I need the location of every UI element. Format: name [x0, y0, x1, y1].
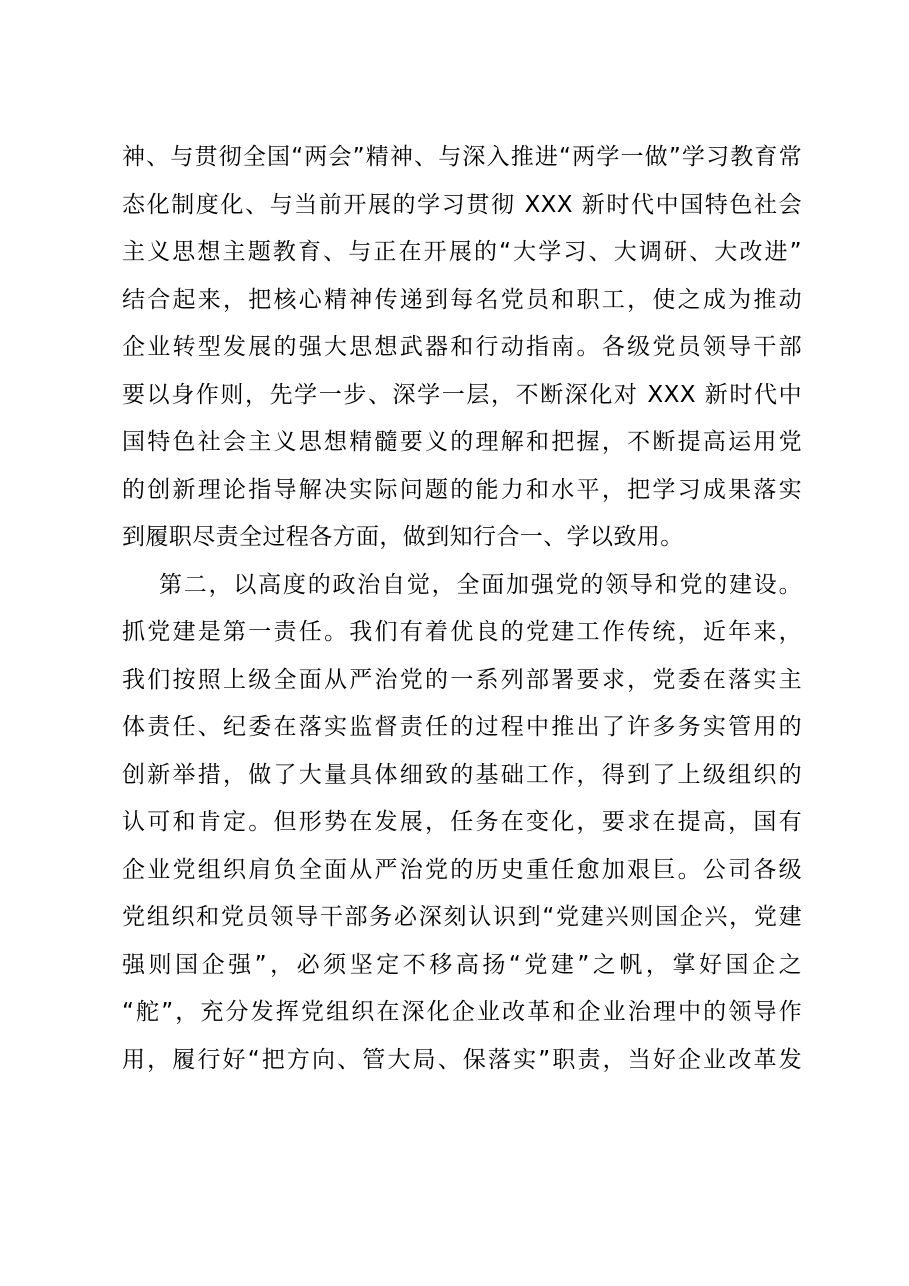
text-line: 我们按照上级全面从严治党的一系列部署要求，党委在落实主: [122, 666, 802, 693]
text-line: “舵”，充分发挥党组织在深化企业改革和企业治理中的领导作: [122, 999, 802, 1025]
text-line: 要以身作则，先学一步、深学一层，不断深化对 XXX 新时代中: [122, 381, 802, 408]
text-line: 体责任、纪委在落实监督责任的过程中推出了许多务实管用的: [122, 714, 802, 740]
text-line: 认可和肯定。但形势在发展，任务在变化，要求在提高，国有: [122, 809, 802, 835]
text-line: 党组织和党员领导干部务必深刻认识到“党建兴则国企兴，党建: [122, 904, 802, 930]
body-text: [122, 134, 802, 1084]
text-line: 第二，以高度的政治自觉，全面加强党的领导和党的建设。: [159, 571, 802, 598]
paragraph: [122, 562, 802, 1085]
text-line: 强则国企强”，必须坚定不移高扬“党建”之帆，掌好国企之: [122, 951, 802, 978]
text-line: 的创新理论指导解决实际问题的能力和水平，把学习成果落实: [122, 476, 802, 503]
text-line: 企业党组织肩负全面从严治党的历史重任愈加艰巨。公司各级: [122, 856, 802, 883]
paragraph: [122, 134, 802, 562]
text-line: 创新举措，做了大量具体细致的基础工作，得到了上级组织的: [122, 761, 802, 788]
text-line: 用，履行好“把方向、管大局、保落实”职责，当好企业改革发: [122, 1046, 802, 1073]
text-line: 主义思想主题教育、与正在开展的“大学习、大调研、大改进”: [122, 239, 802, 265]
text-line: 神、与贯彻全国“两会”精神、与深入推进“两学一做”学习教育常: [122, 144, 802, 170]
text-line: 到履职尽责全过程各方面，做到知行合一、学以致用。: [122, 524, 684, 550]
text-line: 企业转型发展的强大思想武器和行动指南。各级党员领导干部: [122, 334, 802, 360]
text-line: 结合起来，把核心精神传递到每名党员和职工，使之成为推动: [122, 286, 802, 313]
text-line: 国特色社会主义思想精髓要义的理解和把握，不断提高运用党: [122, 429, 802, 455]
text-line: 抓党建是第一责任。我们有着优良的党建工作传统，近年来，: [122, 619, 802, 645]
text-line: 态化制度化、与当前开展的学习贯彻 XXX 新时代中国特色社会: [122, 191, 802, 218]
